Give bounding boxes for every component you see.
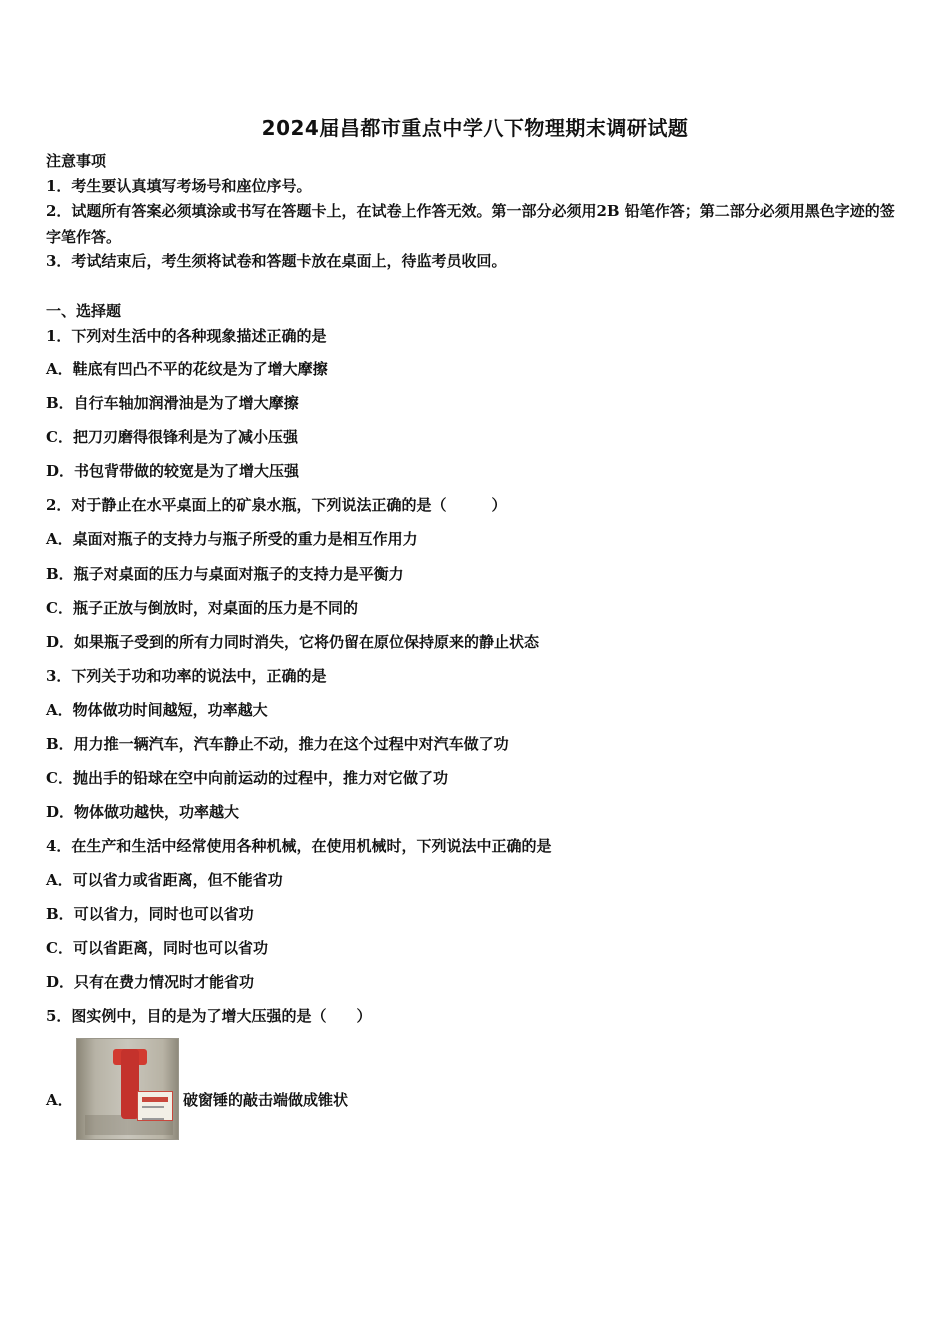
question-3-option-c: C．抛出手的铅球在空中向前运动的过程中，推力对它做了功 <box>46 769 448 787</box>
notice-item-3: 3．考试结束后，考生须将试卷和答题卡放在桌面上，待监考员收回。 <box>46 252 507 270</box>
safety-window-sticker <box>137 1091 173 1121</box>
question-1-stem: 1．下列对生活中的各种现象描述正确的是 <box>46 327 327 345</box>
question-3-option-d: D．物体做功越快，功率越大 <box>46 803 240 821</box>
question-4-option-b: B．可以省力，同时也可以省功 <box>46 905 254 923</box>
question-4-option-c: C．可以省距离，同时也可以省功 <box>46 939 268 957</box>
question-2-option-b: B．瓶子对桌面的压力与桌面对瓶子的支持力是平衡力 <box>46 565 404 583</box>
notice-item-2: 2．试题所有答案必须填涂或书写在答题卡上，在试卷上作答无效。第一部分必须用2B 铅笔作答；第二部分必须用黑色字迹的签字笔作答。 <box>46 202 895 246</box>
question-3-option-b: B．用力推一辆汽车，汽车静止不动，推力在这个过程中对汽车做了功 <box>46 735 509 753</box>
question-1-option-c: C．把刀刃磨得很锋利是为了减小压强 <box>46 428 298 446</box>
question-1-option-d: D．书包背带做的较宽是为了增大压强 <box>46 462 300 480</box>
question-1-option-b: B．自行车轴加润滑油是为了增大摩擦 <box>46 394 299 412</box>
question-3-option-a: A．物体做功时间越短，功率越大 <box>46 701 268 719</box>
question-4-option-d: D．只有在费力情况时才能省功 <box>46 973 255 991</box>
question-4-stem: 4．在生产和生活中经常使用各种机械，在使用机械时，下列说法中正确的是 <box>46 837 552 855</box>
notice-item-1: 1．考生要认真填写考场号和座位序号。 <box>46 177 312 195</box>
question-1-option-a: A．鞋底有凹凸不平的花纹是为了增大摩擦 <box>46 360 328 378</box>
question-2-option-c: C．瓶子正放与倒放时，对桌面的压力是不同的 <box>46 599 358 617</box>
exam-title: 2024届昌都市重点中学八下物理期末调研试题 <box>261 116 689 140</box>
question-3-stem: 3．下列关于功和功率的说法中，正确的是 <box>46 667 327 685</box>
question-2-option-d: D．如果瓶子受到的所有力同时消失，它将仍留在原位保持原来的静止状态 <box>46 633 540 651</box>
question-4-option-a: A．可以省力或省距离，但不能省功 <box>46 871 283 889</box>
question-2-option-a: A．桌面对瓶子的支持力与瓶子所受的重力是相互作用力 <box>46 530 418 548</box>
section-heading: 一、选择题 <box>46 302 122 320</box>
question-5-option-a-letter: A． <box>46 1091 73 1109</box>
question-5-option-a-text: 破窗锤的敲击端做成锥状 <box>183 1091 349 1109</box>
window-breaker-hammer-photo <box>76 1038 179 1140</box>
question-5-stem: 5．图实例中，目的是为了增大压强的是（ ） <box>46 1007 372 1025</box>
question-2-stem: 2．对于静止在水平桌面上的矿泉水瓶，下列说法正确的是（ ） <box>46 496 507 514</box>
notice-heading: 注意事项 <box>46 152 107 170</box>
